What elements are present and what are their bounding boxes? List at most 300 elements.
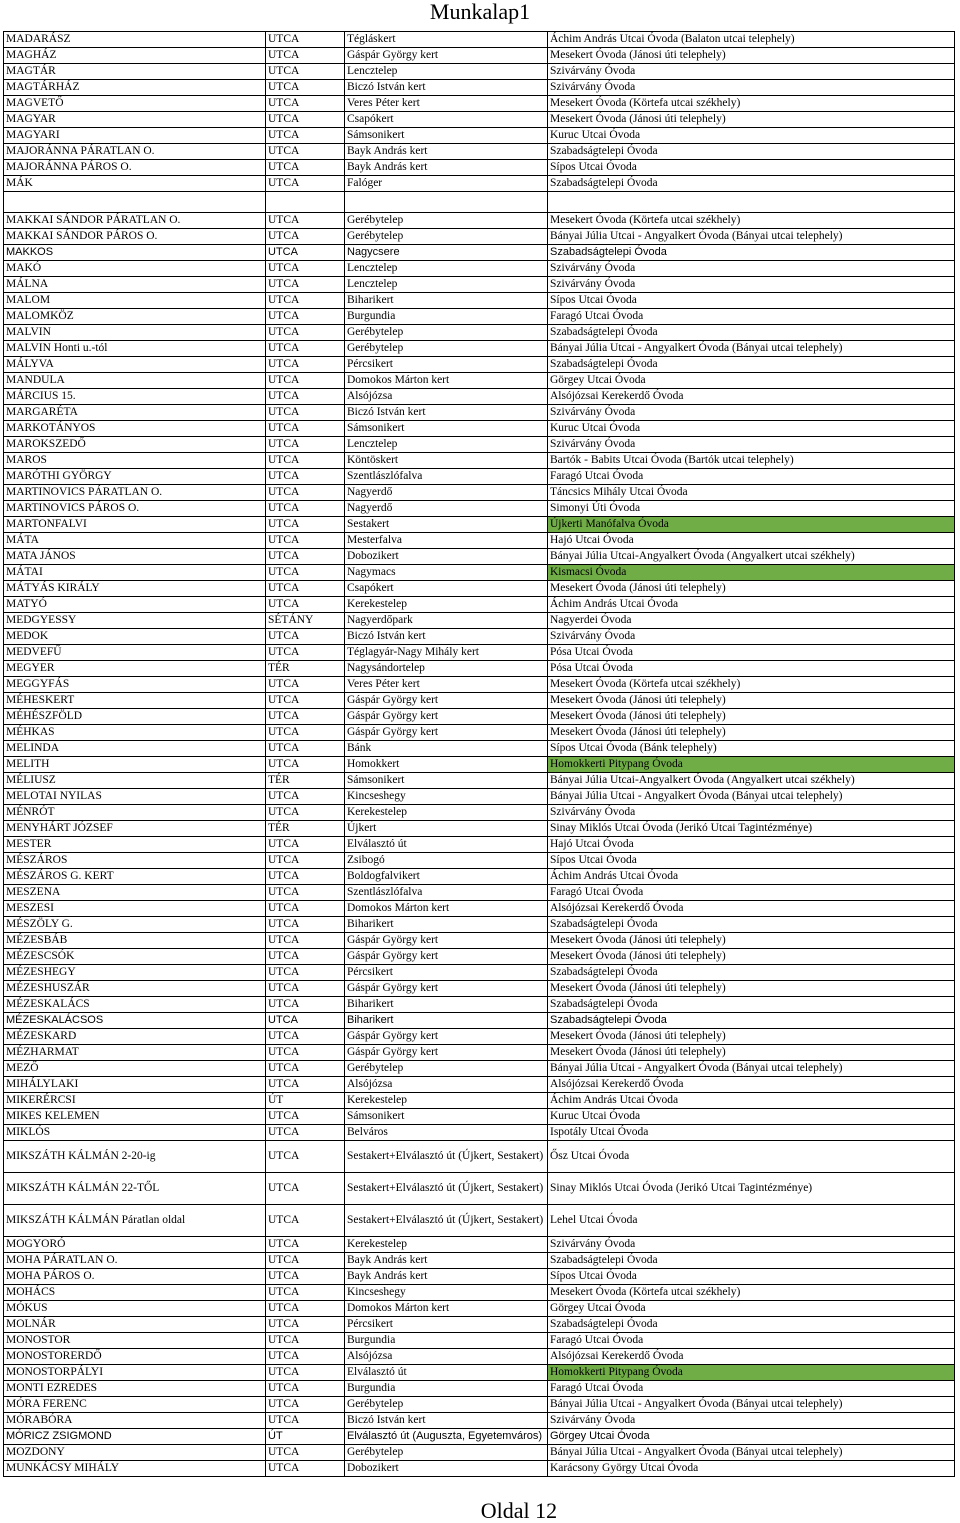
street-cell: MÉZHARMAT [4,1045,266,1061]
street-cell: MAGYAR [4,112,266,128]
kindergarten-cell: Faragó Utcai Óvoda [548,1333,955,1349]
street-cell: MAKKOS [4,245,266,261]
street-type-cell: UTCA [266,1141,345,1173]
kindergarten-cell: Alsójózsai Kerekerdő Óvoda [548,901,955,917]
district-cell: Sámsonikert [345,128,548,144]
street-type-cell: UTCA [266,1029,345,1045]
district-cell: Gáspár György kert [345,725,548,741]
kindergarten-cell: Kuruc Utcai Óvoda [548,128,955,144]
table-row [4,437,955,453]
table-row [4,277,955,293]
kindergarten-cell: Kismacsi Óvoda [548,565,955,581]
street-type-cell: UTCA [266,789,345,805]
table-row [4,1269,955,1285]
street-type-cell: ÚT [266,1093,345,1109]
street-type-cell: UTCA [266,677,345,693]
district-cell: Biczó István kert [345,1413,548,1429]
table-row [4,773,955,789]
table-row [4,645,955,661]
street-cell: MAGVETŐ [4,96,266,112]
street-cell: MARGARÉTA [4,405,266,421]
street-cell: MEGYER [4,661,266,677]
street-type-cell: UTCA [266,1397,345,1413]
sheet-title: Munkalap1 [429,0,531,24]
table-row [4,1285,955,1301]
district-cell: Biharikert [345,997,548,1013]
table-row [4,757,955,773]
table-row [4,485,955,501]
street-cell: MELOTAI NYILAS [4,789,266,805]
street-cell: MADARÁSZ [4,32,266,48]
district-cell: Biczó István kert [345,629,548,645]
street-cell: MARTINOVICS PÁROS O. [4,501,266,517]
district-cell: Csapókert [345,581,548,597]
street-type-cell: UTCA [266,869,345,885]
kindergarten-cell: Szivárvány Óvoda [548,64,955,80]
street-cell: MARKOTÁNYOS [4,421,266,437]
street-cell: MÉZESCSÓK [4,949,266,965]
kindergarten-cell: Hajó Utcai Óvoda [548,837,955,853]
kindergarten-cell: Alsójózsai Kerekerdő Óvoda [548,1077,955,1093]
street-cell: MALOM [4,293,266,309]
kindergarten-cell: Sinay Miklós Utcai Óvoda (Jerikó Utcai Tagintézménye) [548,1173,955,1205]
kindergarten-cell: Mesekert Óvoda (Jánosi úti telephely) [548,112,955,128]
table-row [4,949,955,965]
table-row [4,629,955,645]
district-cell: Bayk András kert [345,1269,548,1285]
district-cell: Gáspár György kert [345,1045,548,1061]
kindergarten-cell: Karácsony György Utcai Óvoda [548,1461,955,1477]
table-row [4,789,955,805]
district-cell: Gerébytelep [345,341,548,357]
street-cell: MÓRA FERENC [4,1397,266,1413]
street-type-cell: UTCA [266,293,345,309]
kindergarten-cell: Nagyerdei Óvoda [548,613,955,629]
table-row [4,1301,955,1317]
table-row [4,1253,955,1269]
street-cell: MIKERÉRCSI [4,1093,266,1109]
table-row [4,160,955,176]
kindergarten-cell: Homokkerti Pitypang Óvoda [548,757,955,773]
street-cell: MALOMKÖZ [4,309,266,325]
street-cell: MÁLNA [4,277,266,293]
district-cell: Gáspár György kert [345,981,548,997]
table-row [4,1061,955,1077]
street-cell: MÉHESKERT [4,693,266,709]
street-type-cell: UTCA [266,112,345,128]
table-row [4,144,955,160]
district-cell: Boldogfalvikert [345,869,548,885]
table-row [4,213,955,229]
table-row [4,565,955,581]
table-row [4,1365,955,1381]
street-cell: MESTER [4,837,266,853]
street-cell: MAJORÁNNA PÁROS O. [4,160,266,176]
kindergarten-cell: Faragó Utcai Óvoda [548,469,955,485]
kindergarten-cell [548,192,955,213]
kindergarten-cell: Mesekert Óvoda (Jánosi úti telephely) [548,709,955,725]
street-cell: MONOSTORPÁLYI [4,1365,266,1381]
kindergarten-cell: Bányai Júlia Utcai - Angyalkert Óvoda (Bányai utcai telephely) [548,789,955,805]
district-cell [345,192,548,213]
district-cell: Domokos Márton kert [345,1301,548,1317]
table-row [4,581,955,597]
street-type-cell: UTCA [266,901,345,917]
district-cell: Gerébytelep [345,1397,548,1413]
table-row [4,917,955,933]
street-type-cell: UTCA [266,709,345,725]
district-cell: Alsójózsa [345,1077,548,1093]
district-cell: Burgundia [345,309,548,325]
district-cell: Szentlászlófalva [345,885,548,901]
kindergarten-cell: Bányai Júlia Utcai - Angyalkert Óvoda (Bányai utcai telephely) [548,1445,955,1461]
street-cell: MÁK [4,176,266,192]
kindergarten-cell: Újkerti Manófalva Óvoda [548,517,955,533]
street-cell: MATYÓ [4,597,266,613]
kindergarten-cell: Faragó Utcai Óvoda [548,309,955,325]
street-cell: MIKES KELEMEN [4,1109,266,1125]
table-row [4,261,955,277]
street-cell: MEDGYESSY [4,613,266,629]
kindergarten-cell: Mesekert Óvoda (Jánosi úti telephely) [548,48,955,64]
street-type-cell: UTCA [266,213,345,229]
street-type-cell: UTCA [266,1109,345,1125]
street-type-cell: UTCA [266,1445,345,1461]
table-row [4,421,955,437]
street-type-cell: UTCA [266,389,345,405]
kindergarten-cell: Pósa Utcai Óvoda [548,645,955,661]
district-cell: Újkert [345,821,548,837]
street-type-cell: UTCA [266,48,345,64]
street-cell: MAGYARI [4,128,266,144]
kindergarten-cell: Áchim András Utcai Óvoda [548,597,955,613]
page-footer: Oldal 12 [480,1498,558,1523]
kindergarten-cell: Mesekert Óvoda (Jánosi úti telephely) [548,981,955,997]
kindergarten-cell: Faragó Utcai Óvoda [548,885,955,901]
table-row [4,1397,955,1413]
kindergarten-cell: Szivárvány Óvoda [548,1413,955,1429]
street-cell: MONOSTOR [4,1333,266,1349]
table-row [4,1461,955,1477]
kindergarten-cell: Mesekert Óvoda (Jánosi úti telephely) [548,949,955,965]
street-type-cell: UTCA [266,1413,345,1429]
kindergarten-cell: Görgey Utcai Óvoda [548,1429,955,1445]
street-cell: MESZENA [4,885,266,901]
kindergarten-cell: Szabadságtelepi Óvoda [548,144,955,160]
street-cell: MOZDONY [4,1445,266,1461]
street-type-cell: UTCA [266,533,345,549]
street-type-cell: UTCA [266,1125,345,1141]
table-row [4,1429,955,1445]
district-cell: Elválasztó út (Auguszta, Egyetemváros) [345,1429,548,1445]
kindergarten-cell: Szabadságtelepi Óvoda [548,1317,955,1333]
street-type-cell: UTCA [266,64,345,80]
street-type-cell: UTCA [266,1013,345,1029]
kindergarten-cell: Görgey Utcai Óvoda [548,373,955,389]
street-type-cell: TÉR [266,821,345,837]
street-cell: MÉZESKARD [4,1029,266,1045]
kindergarten-cell: Mesekert Óvoda (Körtefa utcai székhely) [548,96,955,112]
district-cell: Gáspár György kert [345,1029,548,1045]
street-type-cell: UTCA [266,453,345,469]
street-cell: MÉZESHEGY [4,965,266,981]
table-row [4,176,955,192]
street-type-cell: UTCA [266,229,345,245]
kindergarten-cell: Mesekert Óvoda (Jánosi úti telephely) [548,1045,955,1061]
street-type-cell: UTCA [266,80,345,96]
street-type-cell: UTCA [266,176,345,192]
street-cell: MOHA PÁRATLAN O. [4,1253,266,1269]
district-cell: Kerekestelep [345,1093,548,1109]
street-type-cell: UTCA [266,128,345,144]
street-type-cell: UTCA [266,309,345,325]
table-row [4,1045,955,1061]
kindergarten-cell: Homokkerti Pitypang Óvoda [548,1365,955,1381]
street-type-cell: UTCA [266,853,345,869]
street-type-cell: UTCA [266,1349,345,1365]
kindergarten-cell: Bányai Júlia Utcai - Angyalkert Óvoda (Bányai utcai telephely) [548,1061,955,1077]
table-row [4,741,955,757]
district-cell: Nagycsere [345,245,548,261]
street-cell: MONTI EZREDES [4,1381,266,1397]
district-cell: Biczó István kert [345,405,548,421]
street-cell: MANDULA [4,373,266,389]
kindergarten-cell: Szabadságtelepi Óvoda [548,176,955,192]
street-cell: MAROKSZEDŐ [4,437,266,453]
table-row [4,32,955,48]
kindergarten-cell: Szabadságtelepi Óvoda [548,1013,955,1029]
table-row [4,1317,955,1333]
street-type-cell: UTCA [266,1317,345,1333]
kindergarten-cell: Szabadságtelepi Óvoda [548,357,955,373]
district-cell: Dobozikert [345,1461,548,1477]
table-row [4,357,955,373]
district-cell: Sestakert [345,517,548,533]
street-type-cell: UTCA [266,437,345,453]
kindergarten-cell: Sípos Utcai Óvoda [548,160,955,176]
district-cell: Domokos Márton kert [345,373,548,389]
street-type-cell: UTCA [266,1205,345,1237]
kindergarten-cell: Mesekert Óvoda (Körtefa utcai székhely) [548,213,955,229]
kindergarten-cell: Bányai Júlia Utcai - Angyalkert Óvoda (Bányai utcai telephely) [548,229,955,245]
table-row [4,128,955,144]
table-row [4,453,955,469]
street-type-cell: UTCA [266,517,345,533]
street-cell: MAGTÁR [4,64,266,80]
district-cell: Gerébytelep [345,325,548,341]
district-cell: Zsibogó [345,853,548,869]
street-cell: MÉNRÓT [4,805,266,821]
street-type-cell: TÉR [266,661,345,677]
street-type-cell: UTCA [266,1173,345,1205]
street-type-cell: UTCA [266,1045,345,1061]
kindergarten-cell: Kuruc Utcai Óvoda [548,421,955,437]
table-row [4,533,955,549]
street-type-cell: UTCA [266,1077,345,1093]
street-cell: MÁLYVA [4,357,266,373]
street-type-cell: UTCA [266,885,345,901]
kindergarten-cell: Sípos Utcai Óvoda [548,293,955,309]
street-type-cell: UTCA [266,981,345,997]
district-cell: Elválasztó út [345,1365,548,1381]
street-cell: MONOSTORERDŐ [4,1349,266,1365]
kindergarten-cell: Szabadságtelepi Óvoda [548,1253,955,1269]
street-type-cell: UTCA [266,837,345,853]
kindergarten-cell: Mesekert Óvoda (Jánosi úti telephely) [548,1029,955,1045]
street-type-cell: UTCA [266,485,345,501]
street-cell: MIHÁLYLAKI [4,1077,266,1093]
table-row [4,501,955,517]
table-row [4,709,955,725]
street-cell: MÓRICZ ZSIGMOND [4,1429,266,1445]
kindergarten-cell: Szabadságtelepi Óvoda [548,245,955,261]
table-row [4,64,955,80]
district-cell: Kerekestelep [345,805,548,821]
district-cell: Veres Péter kert [345,677,548,693]
street-type-cell: ÚT [266,1429,345,1445]
table-row [4,805,955,821]
district-cell: Nagyerdőpark [345,613,548,629]
table-row [4,245,955,261]
table-row [4,677,955,693]
street-cell: MARTINOVICS PÁRATLAN O. [4,485,266,501]
kindergarten-cell: Hajó Utcai Óvoda [548,533,955,549]
district-cell: Pércsikert [345,357,548,373]
kindergarten-cell: Simonyi Úti Óvoda [548,501,955,517]
kindergarten-cell: Szabadságtelepi Óvoda [548,325,955,341]
street-cell: MÁTYÁS KIRÁLY [4,581,266,597]
table-row [4,997,955,1013]
kindergarten-cell: Szivárvány Óvoda [548,80,955,96]
street-cell: MAROS [4,453,266,469]
street-type-cell: UTCA [266,645,345,661]
street-cell: MOHÁCS [4,1285,266,1301]
street-cell: MIKSZÁTH KÁLMÁN 22-TŐL [4,1173,266,1205]
district-cell: Kerekestelep [345,1237,548,1253]
kindergarten-cell: Mesekert Óvoda (Jánosi úti telephely) [548,725,955,741]
street-type-cell: UTCA [266,1381,345,1397]
district-cell: Biharikert [345,1013,548,1029]
table-row [4,405,955,421]
street-type-cell: UTCA [266,549,345,565]
kindergarten-cell: Ősz Utcai Óvoda [548,1141,955,1173]
street-type-cell: UTCA [266,1365,345,1381]
table-row [4,80,955,96]
kindergarten-cell: Áchim András Utcai Óvoda [548,869,955,885]
kindergarten-cell: Szivárvány Óvoda [548,261,955,277]
street-cell: MUNKÁCSY MIHÁLY [4,1461,266,1477]
street-type-cell: UTCA [266,421,345,437]
table-row [4,1413,955,1429]
table-row [4,1141,955,1173]
street-cell: MÉZESKALÁCS [4,997,266,1013]
district-cell: Köntöskert [345,453,548,469]
street-type-cell: UTCA [266,805,345,821]
table-row [4,1333,955,1349]
table-row [4,48,955,64]
district-cell: Homokkert [345,757,548,773]
table-row [4,112,955,128]
street-cell: MÉSZÁROS [4,853,266,869]
table-row [4,309,955,325]
table-row [4,661,955,677]
street-cell: MIKSZÁTH KÁLMÁN Páratlan oldal [4,1205,266,1237]
district-cell: Gerébytelep [345,213,548,229]
street-type-cell: UTCA [266,325,345,341]
kindergarten-cell: Bányai Júlia Utcai - Angyalkert Óvoda (Bányai utcai telephely) [548,341,955,357]
district-cell: Sámsonikert [345,421,548,437]
kindergarten-cell: Bányai Júlia Utcai-Angyalkert Óvoda (Angyalkert utcai székhely) [548,549,955,565]
street-cell: MELINDA [4,741,266,757]
district-cell: Burgundia [345,1333,548,1349]
street-type-cell: UTCA [266,917,345,933]
district-cell: Biharikert [345,293,548,309]
street-type-cell: UTCA [266,1237,345,1253]
district-cell: Mesterfalva [345,533,548,549]
district-cell: Biharikert [345,917,548,933]
kindergarten-cell: Ispotály Utcai Óvoda [548,1125,955,1141]
street-type-cell: UTCA [266,741,345,757]
table-row [4,1125,955,1141]
street-cell: MAJORÁNNA PÁRATLAN O. [4,144,266,160]
street-cell: MARÓTHI GYÖRGY [4,469,266,485]
table-row [4,1205,955,1237]
table-row [4,1445,955,1461]
table-row [4,837,955,853]
table-row [4,725,955,741]
table-row [4,933,955,949]
kindergarten-cell: Szivárvány Óvoda [548,805,955,821]
kindergarten-cell: Áchim András Utcai Óvoda [548,1093,955,1109]
street-cell: MÉHKAS [4,725,266,741]
district-cell: Sestakert+Elválasztó út (Újkert, Sestakert) [345,1141,548,1173]
district-cell: Alsójózsa [345,1349,548,1365]
street-type-cell: UTCA [266,160,345,176]
street-cell: MÉZESKALÁCSOS [4,1013,266,1029]
table-row [4,901,955,917]
table-row [4,389,955,405]
street-type-cell: UTCA [266,277,345,293]
district-cell: Tégláskert [345,32,548,48]
table-row [4,1029,955,1045]
table-row [4,965,955,981]
district-cell: Gáspár György kert [345,48,548,64]
street-type-cell: UTCA [266,1461,345,1477]
district-cell: Veres Péter kert [345,96,548,112]
kindergarten-cell: Sípos Utcai Óvoda [548,853,955,869]
street-cell: MÁTAI [4,565,266,581]
table-row [4,1013,955,1029]
table-row [4,1381,955,1397]
kindergarten-cell: Szabadságtelepi Óvoda [548,997,955,1013]
district-cell: Szentlászlófalva [345,469,548,485]
district-cell: Kerekestelep [345,597,548,613]
street-cell: MELITH [4,757,266,773]
kindergarten-cell: Lehel Utcai Óvoda [548,1205,955,1237]
kindergarten-cell: Táncsics Mihály Utcai Óvoda [548,485,955,501]
kindergarten-cell: Mesekert Óvoda (Jánosi úti telephely) [548,933,955,949]
street-type-cell: UTCA [266,144,345,160]
street-type-cell: UTCA [266,261,345,277]
district-cell: Bayk András kert [345,160,548,176]
table-row [4,1173,955,1205]
kindergarten-cell: Szivárvány Óvoda [548,405,955,421]
street-cell: MAKÓ [4,261,266,277]
street-cell: MÉSZÖLY G. [4,917,266,933]
street-cell: MAGTÁRHÁZ [4,80,266,96]
street-cell: MATA JÁNOS [4,549,266,565]
table-row [4,549,955,565]
